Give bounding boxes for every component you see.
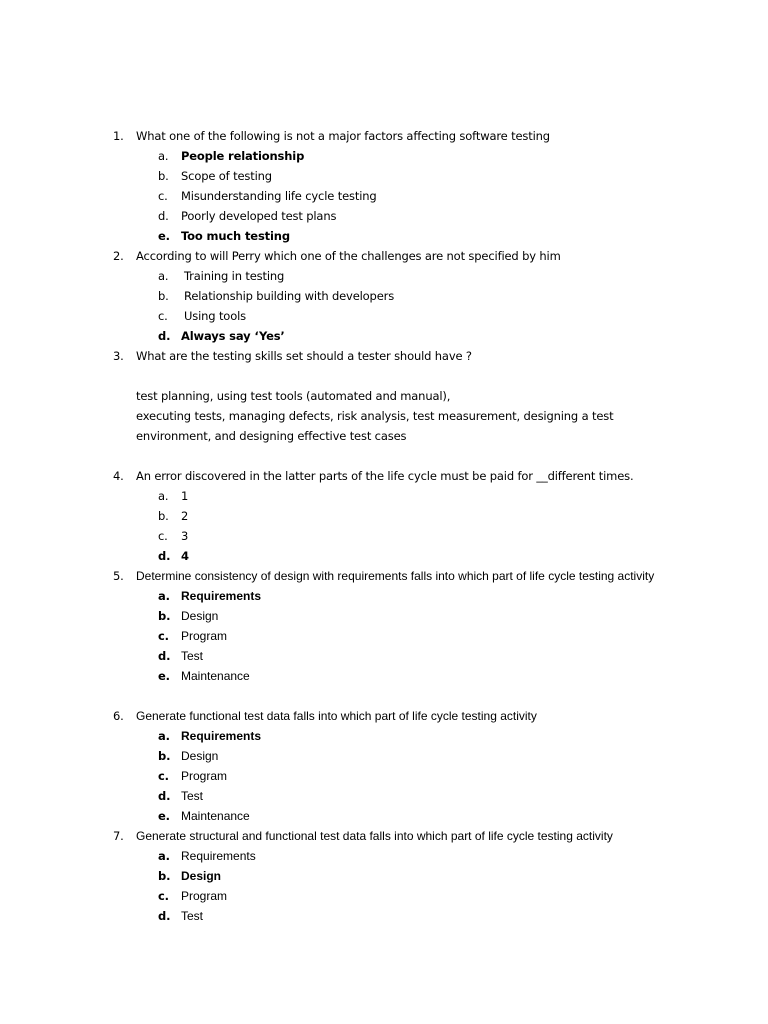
question-3-answer [0, 386, 768, 446]
option [0, 226, 768, 246]
option-text: Requirements [181, 849, 256, 863]
spacer [0, 686, 768, 706]
option-letter: a. [158, 489, 169, 503]
question-number: 1. [113, 129, 124, 143]
option [0, 726, 768, 746]
option [0, 626, 768, 646]
option-letter: c. [158, 309, 168, 323]
option [0, 266, 768, 286]
option-text: Poorly developed test plans [181, 209, 337, 223]
question-text: Generate structural and functional test data falls into which part of life cycle testing activity [136, 829, 613, 843]
question-2-options [0, 266, 768, 346]
option [0, 546, 768, 566]
option [0, 186, 768, 206]
option-letter: a. [158, 589, 170, 603]
option [0, 806, 768, 826]
option-letter: e. [158, 229, 170, 243]
option [0, 586, 768, 606]
question-1-options [0, 146, 768, 246]
option [0, 506, 768, 526]
option [0, 886, 768, 906]
question-6-options [0, 726, 768, 826]
option-text: Always say ‘Yes’ [181, 329, 285, 343]
option-letter: b. [158, 869, 171, 883]
option-letter: c. [158, 889, 169, 903]
question-5-options [0, 586, 768, 686]
option-letter: c. [158, 769, 169, 783]
option-text: Test [181, 909, 204, 923]
question-number: 5. [113, 569, 124, 583]
option-text: 1 [181, 489, 189, 503]
question-number: 4. [113, 469, 124, 483]
option-text: 4 [181, 549, 189, 563]
answer-line: environment, and designing effective test cases [136, 429, 407, 443]
option-text: 2 [181, 509, 189, 523]
option-text: Program [181, 629, 228, 643]
option-letter: c. [158, 189, 168, 203]
option-letter: c. [158, 629, 169, 643]
option-letter: e. [158, 669, 170, 683]
question-4 [0, 466, 768, 486]
option-text: Test [181, 649, 204, 663]
option-text: Maintenance [181, 669, 250, 683]
option-text: Requirements [181, 729, 262, 743]
option-letter: b. [158, 509, 169, 523]
option-text: Scope of testing [181, 169, 272, 183]
option-text: Design [181, 749, 219, 763]
option-text: Requirements [181, 589, 262, 603]
option-letter: d. [158, 549, 171, 563]
option-letter: a. [158, 849, 170, 863]
option-text: Program [181, 769, 228, 783]
spacer [0, 446, 768, 466]
option [0, 906, 768, 926]
option-text: Misunderstanding life cycle testing [181, 189, 377, 203]
question-number: 6. [113, 709, 124, 723]
option [0, 786, 768, 806]
option [0, 326, 768, 346]
question-text: Generate functional test data falls into which part of life cycle testing activity [136, 709, 537, 723]
spacer [0, 366, 768, 386]
option-text: Test [181, 789, 204, 803]
option [0, 206, 768, 226]
option-letter: a. [158, 149, 169, 163]
option-letter: b. [158, 289, 169, 303]
option-letter: b. [158, 169, 169, 183]
option [0, 306, 768, 326]
option-letter: b. [158, 609, 171, 623]
question-5 [0, 566, 768, 586]
question-text: What one of the following is not a major factors affecting software testing [136, 129, 550, 143]
question-number: 3. [113, 349, 124, 363]
option-text: Using tools [184, 309, 246, 323]
option [0, 286, 768, 306]
question-number: 2. [113, 249, 124, 263]
question-number: 7. [113, 829, 124, 843]
option [0, 766, 768, 786]
option [0, 866, 768, 886]
question-text: Determine consistency of design with requirements falls into which part of life cycle testing activity [136, 569, 655, 583]
option-letter: d. [158, 789, 171, 803]
question-7 [0, 826, 768, 846]
option-text: Maintenance [181, 809, 250, 823]
option [0, 166, 768, 186]
question-2 [0, 246, 768, 266]
option-letter: d. [158, 909, 171, 923]
question-4-options [0, 486, 768, 566]
question-text: An error discovered in the latter parts of the life cycle must be paid for __different times. [136, 469, 634, 483]
option [0, 666, 768, 686]
question-3 [0, 346, 768, 366]
option-text: Design [181, 609, 219, 623]
option-letter: a. [158, 269, 169, 283]
question-text: What are the testing skills set should a tester should have ? [136, 349, 472, 363]
option-text: Training in testing [184, 269, 285, 283]
option [0, 646, 768, 666]
question-7-options [0, 846, 768, 926]
answer-line: test planning, using test tools (automated and manual), [136, 389, 451, 403]
option-letter: a. [158, 729, 170, 743]
option-text: People relationship [181, 149, 305, 163]
option-letter: b. [158, 749, 171, 763]
option-text: Too much testing [181, 229, 290, 243]
option-letter: d. [158, 209, 169, 223]
option [0, 846, 768, 866]
option [0, 746, 768, 766]
option-letter: d. [158, 329, 171, 343]
option [0, 526, 768, 546]
option [0, 486, 768, 506]
option [0, 606, 768, 626]
question-text: According to will Perry which one of the challenges are not specified by him [136, 249, 561, 263]
option-text: Design [181, 869, 222, 883]
option-letter: d. [158, 649, 171, 663]
option-text: 3 [181, 529, 189, 543]
option [0, 146, 768, 166]
document-page [0, 126, 768, 926]
option-letter: e. [158, 809, 170, 823]
option-letter: c. [158, 529, 168, 543]
question-1 [0, 126, 768, 146]
option-text: Relationship building with developers [184, 289, 395, 303]
answer-line: executing tests, managing defects, risk analysis, test measurement, designing a test [136, 409, 614, 423]
question-6 [0, 706, 768, 726]
option-text: Program [181, 889, 228, 903]
